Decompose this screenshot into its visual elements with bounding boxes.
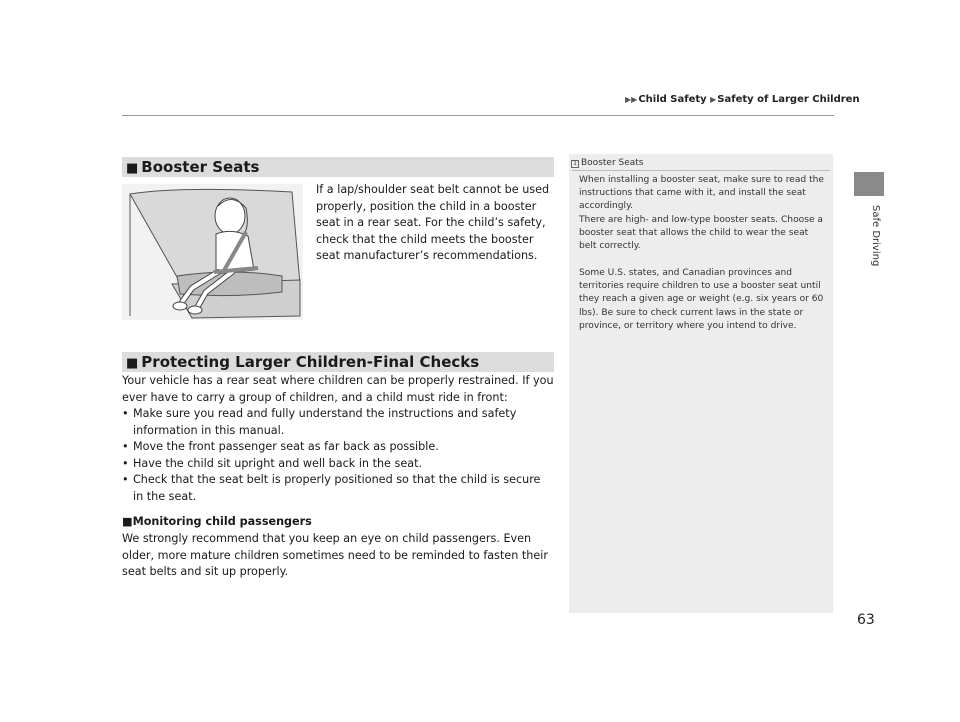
triangle-right-icon: ▶▶ <box>625 95 638 104</box>
section-tab-marker <box>854 172 884 196</box>
checks-intro: Your vehicle has a rear seat where children can be properly restrained. If you ever have to carry a group of children, and a child must ride in front: <box>122 374 554 404</box>
triangle-right-icon: ▶ <box>710 95 717 104</box>
subheading-text: Monitoring child passengers <box>132 515 312 528</box>
square-bullet-icon: ■ <box>126 356 139 371</box>
sidebar-note-divider <box>572 170 830 171</box>
breadcrumb-item[interactable]: Safety of Larger Children <box>717 94 860 105</box>
breadcrumb-item[interactable]: Child Safety <box>638 94 707 105</box>
booster-body: If a lap/shoulder seat belt cannot be used properly, position the child in a booster seat in a rear seat. For the child’s safety, check that the child meets the booster seat manufacturer’s recommendations. <box>316 183 550 263</box>
list-item: • Make sure you read and fully understand the instructions and safety information in this manual. <box>122 406 554 439</box>
section-heading-text: Protecting Larger Children-Final Checks <box>141 353 480 371</box>
header-divider <box>122 115 834 116</box>
checks-list <box>122 406 554 506</box>
breadcrumb <box>625 94 860 105</box>
sidebar-note-title-text: Booster Seats <box>581 158 644 168</box>
list-item: • Move the front passenger seat as far back as possible. <box>122 439 554 456</box>
note-box-icon: 1 <box>571 160 579 168</box>
list-item: • Check that the seat belt is properly positioned so that the child is secure in the seat. <box>122 472 554 505</box>
section-tab-label: Safe Driving <box>870 205 881 267</box>
list-item: • Have the child sit upright and well back in the seat. <box>122 456 554 473</box>
page-number: 63 <box>857 612 875 628</box>
booster-seat-illustration <box>122 184 303 320</box>
section-heading-booster <box>122 157 554 177</box>
monitoring-body: We strongly recommend that you keep an eye on child passengers. Even older, more mature children sometimes need to be reminded to fasten their seat belts and sit up properly. <box>122 532 548 579</box>
section-heading-final-checks <box>122 352 554 372</box>
sidebar-note-paragraph: When installing a booster seat, make sure to read the instructions that came with it, and install the seat accordingly. <box>579 175 825 212</box>
square-bullet-icon: ■ <box>126 161 139 176</box>
subheading-monitoring <box>122 515 312 528</box>
square-bullet-icon: ■ <box>122 515 133 528</box>
sidebar-note-title <box>571 158 644 168</box>
sidebar-note-paragraph: There are high- and low-type booster seats. Choose a booster seat that allows the child to wear the seat belt correctly. <box>579 215 823 252</box>
section-heading-text: Booster Seats <box>141 158 260 176</box>
sidebar-note-paragraph: Some U.S. states, and Canadian provinces and territories require children to use a booster seat until they reach a given age or weight (e.g. six years or 60 lbs). Be sure to check current laws in the state or province, or territory where you intend to drive. <box>579 268 824 331</box>
child-in-booster-icon <box>122 184 303 320</box>
